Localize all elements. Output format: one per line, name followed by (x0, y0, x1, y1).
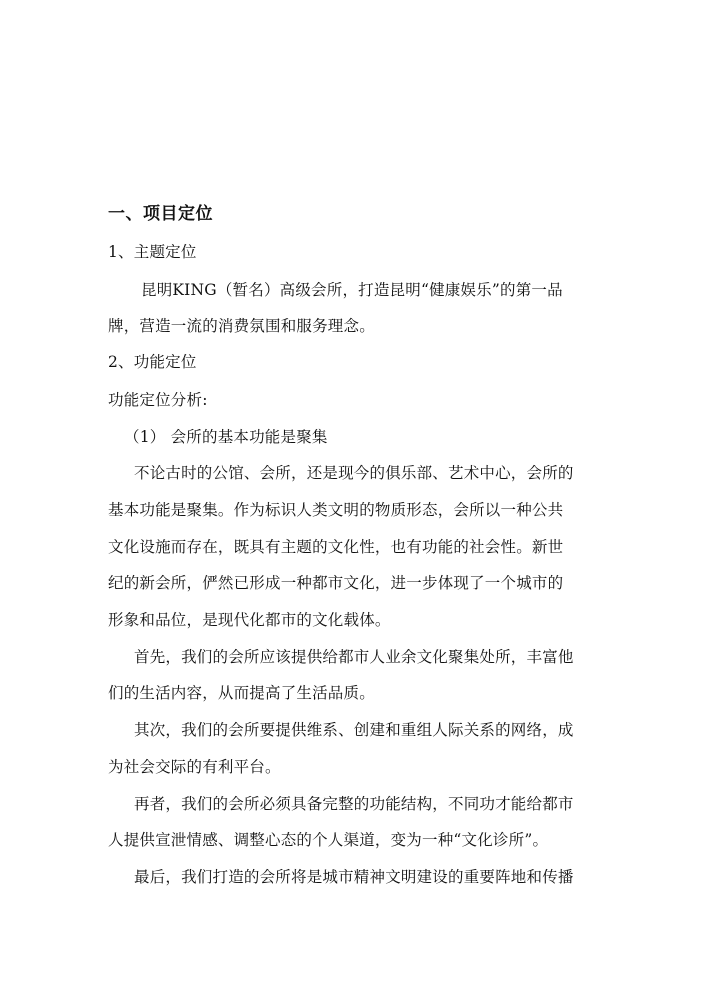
paragraph-line: 文化设施而存在，既具有主题的文化性，也有功能的社会性。新世 (108, 538, 564, 556)
paragraph-line: 形象和品位，是现代化都市的文化载体。 (108, 611, 391, 629)
analysis-label: 功能定位分析: (108, 391, 208, 409)
theme-paragraph-line: 昆明KING（暂名）高级会所，打造昆明“健康娱乐”的第一品 (141, 281, 563, 299)
section-title: 一、项目定位 (108, 204, 213, 224)
paragraph-line: 人提供宣泄情感、调整心态的个人渠道，变为一种“文化诊所”。 (108, 831, 549, 849)
subsection-function-heading: 2、功能定位 (108, 353, 197, 371)
paragraph-line: 基本功能是聚集。作为标识人类文明的物质形态，会所以一种公共 (108, 501, 564, 519)
paragraph-line: 首先，我们的会所应该提供给都市人业余文化聚集处所，丰富他 (134, 648, 574, 666)
theme-paragraph-line: 牌，营造一流的消费氛围和服务理念。 (108, 317, 375, 335)
paragraph-line: 再者，我们的会所必须具备完整的功能结构，不同功才能给都市 (134, 795, 574, 813)
paragraph-line: 为社会交际的有利平台。 (108, 758, 281, 776)
paragraph-line: 其次，我们的会所要提供维系、创建和重组人际关系的网络，成 (134, 721, 574, 739)
paragraph-line: 最后，我们打造的会所将是城市精神文明建设的重要阵地和传播 (134, 868, 574, 886)
point-heading: （1） 会所的基本功能是聚集 (124, 428, 328, 446)
subsection-theme-heading: 1、主题定位 (108, 243, 197, 261)
paragraph-line: 纪的新会所，俨然已形成一种都市文化，进一步体现了一个城市的 (108, 574, 564, 592)
paragraph-line: 不论古时的公馆、会所，还是现今的俱乐部、艺术中心，会所的 (134, 464, 574, 482)
paragraph-line: 们的生活内容，从而提高了生活品质。 (108, 684, 375, 702)
